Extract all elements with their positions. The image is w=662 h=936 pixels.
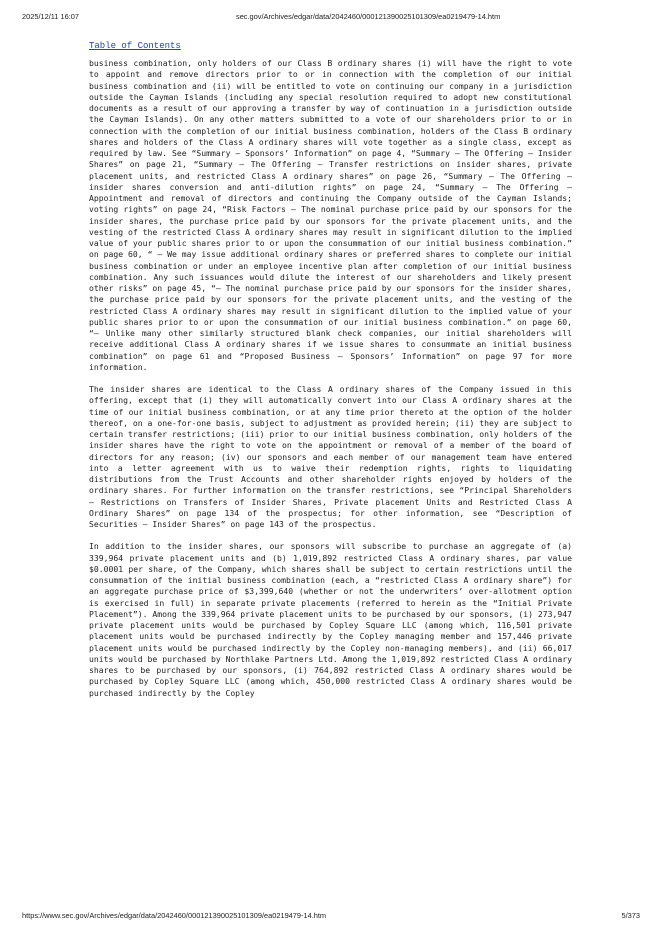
paragraph-voting-rights: business combination, only holders of our Class B ordinary shares (i) will have the right to vote to appoint and remove directors prior to or in connection with the completion of our initial business combination and (ii) will be entitled to vote on continuing our company in a jurisdiction outside the Cayman Islands (including any special resolution required to adopt new constitutional documents as a result of our approving a transfer by way of continuation in a jurisdiction outside the Cayman Islands). On any other matters submitted to a vote of our shareholders prior to or in connection with the completion of our initial business combination, holders of the Class B ordinary shares and holders of the Class A ordinary shares will vote together as a single class, except as required by law. See “Summary — Sponsors’ Information” on page 4, “Summary — The Offering — Insider Shares” on page 21, “Summary — The Offering — Transfer restrictions on insider shares, private placement units, and restricted Class A ordinary shares” on page 26, “Summary — The Offering — insider shares conversion and anti-dilution rights” on page 24, “Summary — The Offering — Appointment and removal of directors and continuing the Company outside of the Cayman Islands; voting rights” on page 24, “Risk Factors — The nominal purchase price paid by our sponsors for the insider shares, the purchase price paid by our sponsors for the private placement units, and the vesting of the restricted Class A ordinary shares may result in significant dilution to the implied value of your public shares prior to or upon the consummation of our initial business combination.” on page 60, “ — We may issue additional ordinary shares or preferred shares to complete our initial business combination or under an employee incentive plan after completion of our initial business combination. Any such issuances would dilute the interest of our shareholders and likely present other risks” on page 45, “— The nominal purchase price paid by our sponsors for the insider shares, the purchase price paid by our sponsors for the private placement units, and the vesting of the restricted Class A ordinary shares may result in significant dilution to the implied value of your public shares prior to or upon the consummation of our initial business combination.” on page 60, “— Unlike many other similarly structured blank check companies, our initial shareholders will receive additional Class A ordinary shares if we issue shares to consummate an initial business combination” on page 61 and “Proposed Business — Sponsors’ Information” on page 97 for more information. — [89, 58, 572, 372]
table-of-contents-link[interactable]: Table of Contents — [89, 41, 181, 51]
print-url: sec.gov/Archives/edgar/data/2042460/000121390025101309/ea0219479-14.htm — [236, 12, 501, 21]
footer-url: https://www.sec.gov/Archives/edgar/data/2042460/000121390025101309/ea0219479-14.htm — [22, 911, 327, 920]
document-body — [89, 58, 572, 710]
paragraph-insider-shares: The insider shares are identical to the Class A ordinary shares of the Company issued in this offering, except that (i) they will automatically convert into our Class A ordinary shares at the time of our initial business combination, or at any time prior thereto at the option of the holder thereof, on a one-for-one basis, subject to adjustment as provided herein; (ii) they are subject to certain transfer restrictions; (iii) prior to our initial business combination, only holders of the insider shares have the right to vote on the appointment or removal of a member of the board of directors for any reason; (iv) our sponsors and each member of our management team have entered into a letter agreement with us to waive their redemption rights, rights to liquidating distributions from the Trust Accounts and other shareholder rights enjoyed by holders of the ordinary shares. For further information on the transfer restrictions, see “Principal Shareholders — Restrictions on Transfers of Insider Shares, Private placement Units and Restricted Class A Ordinary Shares” on page 134 of the prospectus; for other information, see “Description of Securities — Insider Shares” on page 143 of the prospectus. — [89, 384, 572, 529]
paragraph-private-placement: In addition to the insider shares, our sponsors will subscribe to purchase an aggregate of (a) 339,964 private placement units and (b) 1,019,892 restricted Class A ordinary shares, par value $0.0001 per share, of the Company, which shares shall be subject to certain restrictions until the consummation of the initial business combination (each, a “restricted Class A ordinary share”) for an aggregate purchase price of $3,399,640 (whether or not the underwriters’ over-allotment option is exercised in full) in separate private placements (referred to herein as the “Initial Private Placement”). Among the 339,964 private placement units to be purchased by our sponsors, (i) 273,947 private placement units would be purchased by Copley Square LLC (among which, 116,501 private placement units would be purchased indirectly by the Copley managing member and 157,446 private placement units would be purchased indirectly by the Copley non-managing members), and (ii) 66,017 units would be purchased by Northlake Partners Ltd. Among the 1,019,892 restricted Class A ordinary shares to be purchased by our sponsors, (i) 764,892 restricted Class A ordinary shares would be purchased by Copley Square LLC (among which, 450,000 restricted Class A ordinary shares would be purchased indirectly by the Copley — [89, 541, 572, 698]
page-number: 5/373 — [621, 911, 640, 920]
print-timestamp: 2025/12/11 16:07 — [22, 12, 79, 21]
